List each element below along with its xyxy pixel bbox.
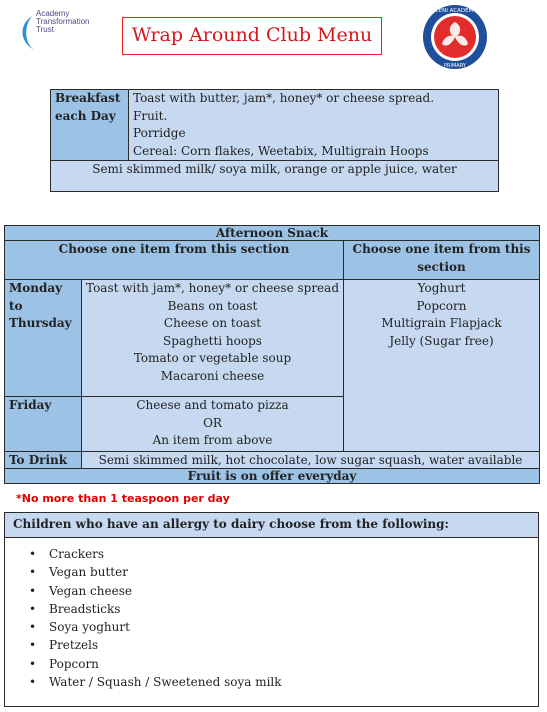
trust-logo-text: Academy Transformation Trust: [36, 9, 90, 34]
allergy-list: [5, 545, 282, 691]
fruit-text: Fruit is on offer everyday: [5, 469, 540, 484]
drink-text: Semi skimmed milk, hot chocolate, low sugar squash, water available: [82, 452, 540, 469]
breakfast-table: [50, 89, 499, 192]
breakfast-item: Fruit.: [133, 108, 168, 123]
col2-item: Yoghurt: [417, 281, 466, 295]
monday-item: Beans on toast: [167, 298, 258, 313]
friday-label: Friday: [5, 397, 82, 452]
allergy-heading: Children who have an allergy to dairy choose from the following:: [13, 517, 449, 531]
list-item: • Pretzels: [49, 636, 282, 654]
friday-item: OR: [203, 415, 222, 430]
badge-top-text: ICENI ACADEMY: [433, 8, 477, 14]
allergy-box: [4, 512, 539, 707]
col1-header: Choose one item from this section: [5, 241, 344, 280]
afternoon-title: Afternoon Snack: [5, 226, 540, 241]
trust-logo: [18, 10, 113, 52]
monday-item: Toast with jam*, honey* or cheese spread: [86, 281, 339, 295]
list-item: • Vegan cheese: [49, 582, 282, 600]
footnote: *No more than 1 teaspoon per day: [16, 492, 230, 505]
monday-item: Tomato or vegetable soup: [133, 351, 292, 365]
page-title: Wrap Around Club Menu: [131, 24, 373, 46]
academy-badge: [422, 4, 488, 70]
list-item: • Crackers: [49, 545, 282, 563]
friday-item: An item from above: [152, 433, 273, 447]
breakfast-item: Toast with butter, jam*, honey* or cheese spread.: [133, 91, 435, 105]
breakfast-items: [129, 90, 499, 161]
monday-item: Cheese on toast: [163, 316, 262, 330]
academy-badge-icon: [422, 4, 488, 70]
monday-items: [82, 280, 344, 397]
col2-item: Popcorn: [416, 298, 467, 313]
allergy-header: [5, 513, 538, 538]
col2-item: Jelly (Sugar free): [389, 333, 494, 348]
friday-item: Cheese and tomato pizza: [136, 398, 289, 412]
breakfast-drinks: Semi skimmed milk/ soya milk, orange or apple juice, water: [51, 161, 499, 192]
monday-item: Spaghetti hoops: [163, 333, 262, 348]
list-item: • Water / Squash / Sweetened soya milk: [49, 673, 282, 691]
monday-label: Monday to Thursday: [5, 280, 82, 397]
breakfast-item: Cereal: Corn flakes, Weetabix, Multigrain Hoops: [133, 143, 429, 158]
list-item: • Popcorn: [49, 655, 282, 673]
breakfast-item: Porridge: [133, 126, 186, 140]
list-item: • Breadsticks: [49, 600, 282, 618]
breakfast-label: Breakfast each Day: [51, 90, 129, 161]
friday-items: [82, 397, 344, 452]
drink-label: To Drink: [5, 452, 82, 469]
badge-bottom-text: PRIMARY: [444, 63, 466, 69]
monday-item: Macaroni cheese: [160, 368, 265, 383]
title-box: [122, 17, 382, 55]
list-item: • Soya yoghurt: [49, 618, 282, 636]
col2-header: Choose one item from this section: [344, 241, 540, 280]
swoosh-icon: [18, 14, 38, 54]
col2-items: [344, 280, 540, 452]
afternoon-table: [4, 225, 540, 484]
col2-item: Multigrain Flapjack: [381, 316, 502, 330]
list-item: • Vegan butter: [49, 563, 282, 581]
